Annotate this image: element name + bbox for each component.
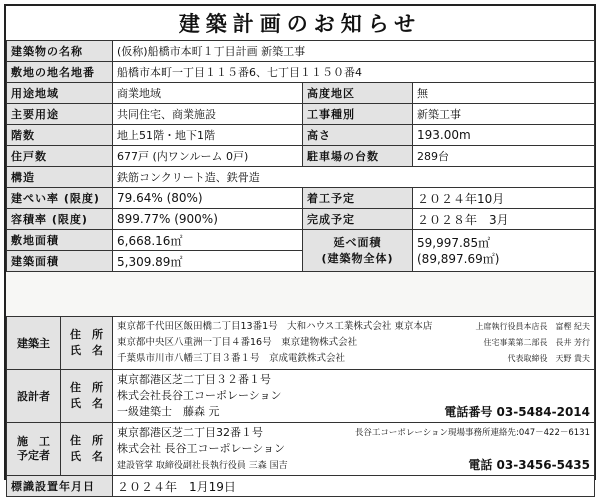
owner-line-text: 千葉県市川市八幡三丁目３番１号 京成電鉄株式会社 [117,353,346,364]
label-start: 着工予定 [303,188,413,209]
designer-tel: 電話番号 03-5484-2014 [444,405,590,419]
value-completion: ２０２８年 3月 [413,209,595,230]
label-far: 容積率 (限度) [7,209,113,230]
info-table [6,40,595,272]
owner-name-label: 氏 名 [70,344,103,357]
label-work-type: 工事種別 [303,104,413,125]
value-use-zone: 商業地域 [113,83,303,104]
sign-title: 建築計画のお知らせ [6,6,594,42]
party-table [6,316,595,497]
designer-label: 設計者 [7,370,61,423]
contractor-line: 株式会社 長谷工コーポレーション [117,442,286,455]
value-build-area: 5,309.89㎡ [113,251,303,272]
value-height: 193.00m [413,125,595,146]
value-far: 899.77% (900%) [113,209,303,230]
owner-line [117,319,590,335]
value-site-area: 6,668.16㎡ [113,230,303,251]
label-site: 敷地の地名地番 [7,62,113,83]
contractor-rep: 建設管掌 取締役副社長執行役員 三森 国吉 [117,461,288,471]
floor-area-value: 59,997.85㎡ [417,235,491,250]
label-units: 住戸数 [7,146,113,167]
label-structure: 構造 [7,167,113,188]
designer-line: 東京都港区芝二丁目３２番１号 [117,373,271,386]
contractor-address: 東京都港区芝二丁目32番１号 [117,426,263,439]
floor-area-sub: (建築物全体) [321,251,394,265]
floor-area-label: 延べ面積 [333,235,382,249]
owner-label: 建築主 [7,317,61,370]
value-start: ２０２４年10月 [413,188,595,209]
designer-line: 株式会社長谷工コーポレーション [117,389,282,402]
owner-line-extra: 代表取締役 天野 貴夫 [507,354,590,363]
contractor-contact: 長谷工コーポレーション現場事務所連絡先:047－422－6131 [354,428,590,438]
value-structure: 鉄筋コンクリート造、鉄骨造 [113,167,595,188]
posted-value: ２０２４年 1月19日 [113,476,595,497]
value-bcr: 79.64% (80%) [113,188,303,209]
value-site: 船橋市本町一丁目１１５番6、七丁目１１５０番4 [113,62,595,83]
contractor-line [117,425,590,441]
owner-line [117,335,590,351]
value-parking: 289台 [413,146,595,167]
owner-line-extra: 上席執行役員本店長 富樫 紀夫 [475,322,590,331]
owner-line-extra: 住宅事業第二部長 長井 芳行 [483,338,590,347]
value-height-district: 無 [413,83,595,104]
label-main-use: 主要用途 [7,104,113,125]
label-bcr: 建ぺい率 (限度) [7,188,113,209]
label-height-district: 高度地区 [303,83,413,104]
contractor-label: 施 工 予定者 [7,423,61,476]
value-floors: 地上51階・地下1階 [113,125,303,146]
designer-name-label: 氏 名 [70,397,103,410]
floor-area-value-sub: (89,897.69㎡) [417,251,500,266]
owner-line [117,351,590,367]
owner-lines [113,317,595,370]
owner-address-label: 住 所 [70,328,103,341]
label-height: 高さ [303,125,413,146]
value-work-type: 新築工事 [413,104,595,125]
label-use-zone: 用途地域 [7,83,113,104]
contractor-address-label: 住 所 [70,434,103,447]
label-site-area: 敷地面積 [7,230,113,251]
owner-line-text: 東京都中央区八重洲一丁目４番16号 東京建物株式会社 [117,337,358,348]
contractor-line [117,457,590,473]
value-floor-area [413,230,595,272]
contractor-tel: 電話 03-3456-5435 [468,458,590,472]
designer-address-label: 住 所 [70,381,103,394]
label-floor-area [303,230,413,272]
label-name: 建築物の名称 [7,41,113,62]
owner-line-text: 東京都千代田区飯田橋二丁目13番1号 大和ハウス工業株式会社 東京本店 [117,321,433,332]
designer-lines [113,370,595,423]
posted-label: 標識設置年月日 [7,476,113,497]
designer-architect: 一級建築士 藤森 元 [117,405,220,418]
owner-sublabels [61,317,113,370]
value-name: (仮称)船橋市本町１丁目計画 新築工事 [113,41,595,62]
designer-sublabels [61,370,113,423]
contractor-sublabels [61,423,113,476]
contractor-lines [113,423,595,476]
contractor-name-label: 氏 名 [70,450,103,463]
label-parking: 駐車場の台数 [303,146,413,167]
label-floors: 階数 [7,125,113,146]
designer-line [117,404,590,420]
sign-board [4,4,596,494]
value-main-use: 共同住宅、商業施設 [113,104,303,125]
label-build-area: 建築面積 [7,251,113,272]
value-units: 677戸 (内ワンルーム 0戸) [113,146,303,167]
label-completion: 完成予定 [303,209,413,230]
